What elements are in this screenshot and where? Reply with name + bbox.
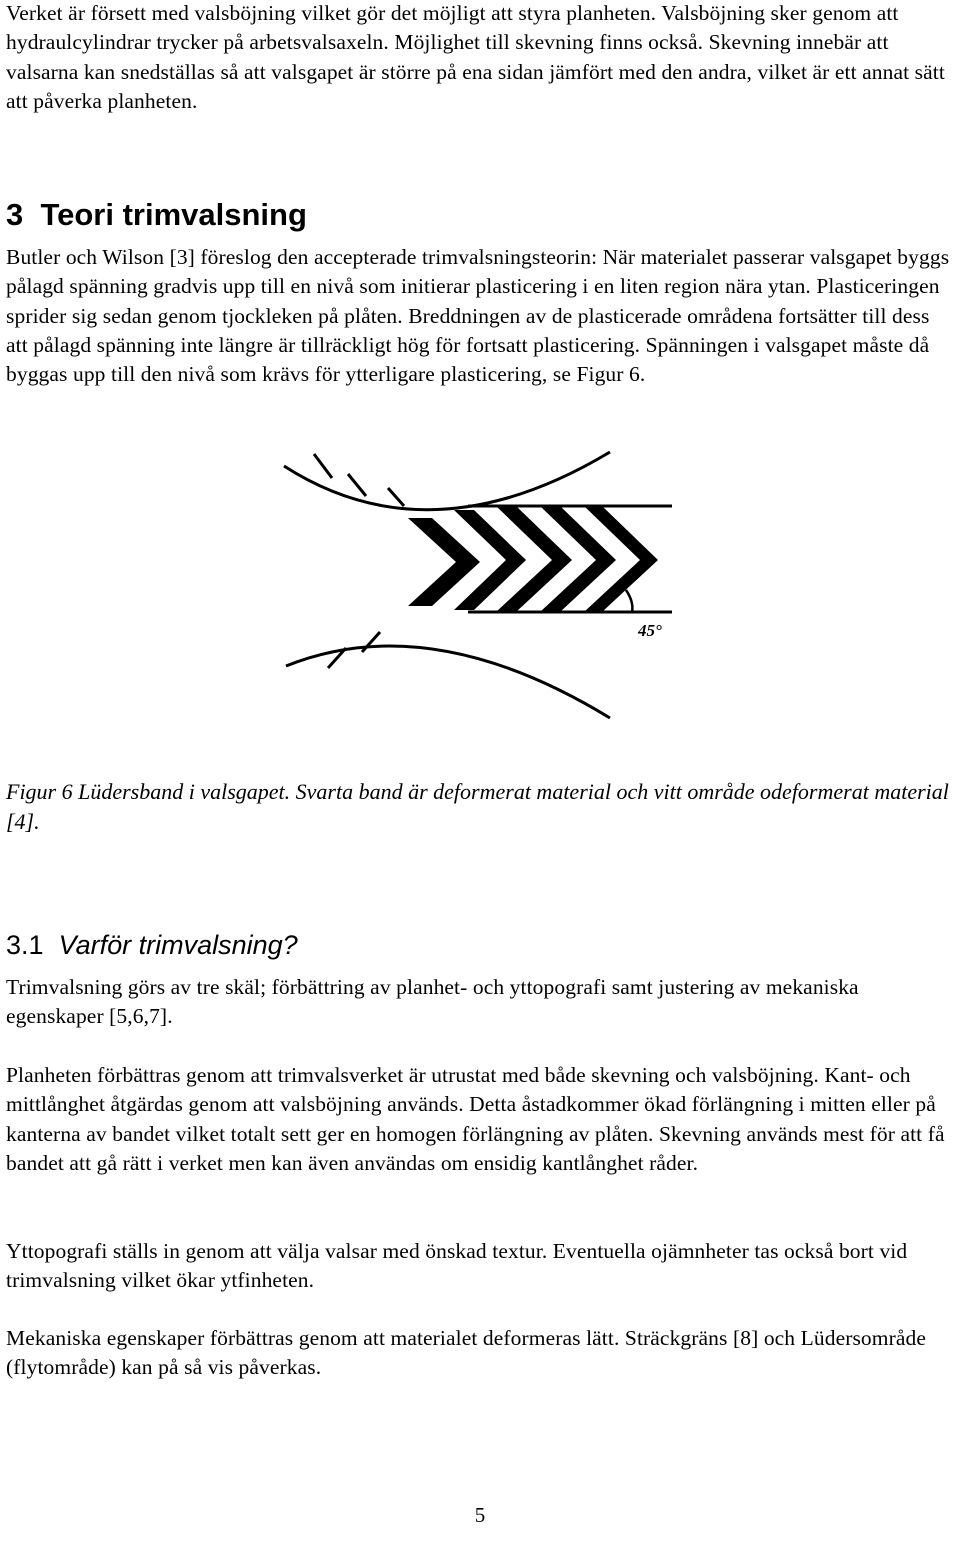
section-number: 3 [6,197,24,232]
section-title: Teori trimvalsning [40,197,307,232]
upper-roll-arc [284,452,610,510]
subsection-paragraph-1: Trimvalsning görs av tre skäl; förbättring av planhet- och yttopografi samt justering av mekaniska egenskaper [5,6,7]. [6,975,859,1029]
lower-roll-arc [286,646,610,718]
subsection-paragraph-4: Mekaniska egenskaper förbättras genom att materialet deformeras lätt. Sträckgräns [8] och Lüdersområde (flytområde) kan på så vis påverkas. [6,1326,927,1380]
figure-caption: Figur 6 Lüdersband i valsgapet. Svarta band är deformerat material och vitt område odeformerat material [4]. [6,779,949,834]
page-number: 5 [474,1503,486,1527]
subsection-heading [6,928,298,962]
subsection-paragraph-3: Yttopografi ställs in genom att välja valsar med önskad textur. Eventuella ojämnheter tas också bort vid trimvalsning vilket ökar ytfinheten. [6,1239,908,1293]
intro-paragraph: Verket är försett med valsböjning vilket gör det möjligt att styra planheten. Valsböjning sker genom att hydraulcylindrar trycker på arbetsvalsaxeln. Möjlighet till skevning finns också. Skevning innebär att valsarna kan snedställas så att valsgapet är större på ena sidan jämfört med den andra, vilket är ett annat sätt att påverka planheten. [6,1,945,113]
section-paragraph: Butler och Wilson [3] föreslog den accepterade trimvalsningsteorin: När materialet passerar valsgapet byggs pålagd spänning gradvis upp till en nivå som initierar plasticering i en liten region nära ytan. Plasticeringen sprider sig sedan genom tjockleken på plåten. Breddningen av de plasticerade områdena fortsätter till dess att pålagd spänning inte längre är tillräckligt hög för fortsatt plasticering. Spänningen i valsgapet måste då byggas upp till den nivå som krävs för ytterligare plasticering, se Figur 6. [6,245,950,387]
deformed-bands [408,506,658,612]
roll-gap-diagram [270,440,690,730]
luders-band-figure [270,440,690,730]
section-heading [6,196,307,234]
upper-roll-hatches [314,454,404,506]
angle-arc [626,590,632,612]
subsection-number: 3.1 [6,930,44,960]
subsection-paragraph-2: Planheten förbättras genom att trimvalsverket är utrustat med både skevning och valsböjning. Kant- och mittlånghet åtgärdas genom att valsböjning används. Detta åstadkommer ökad förlängning i mitten eller på kanterna av bandet vilket totalt sett ger en homogen förlängning av plåten. Skevning används mest för att få bandet att gå rätt i verket men kan även användas om ensidig kantlånghet råder. [6,1063,945,1175]
angle-label: 45° [638,621,662,640]
subsection-title: Varför trimvalsning? [58,930,298,960]
